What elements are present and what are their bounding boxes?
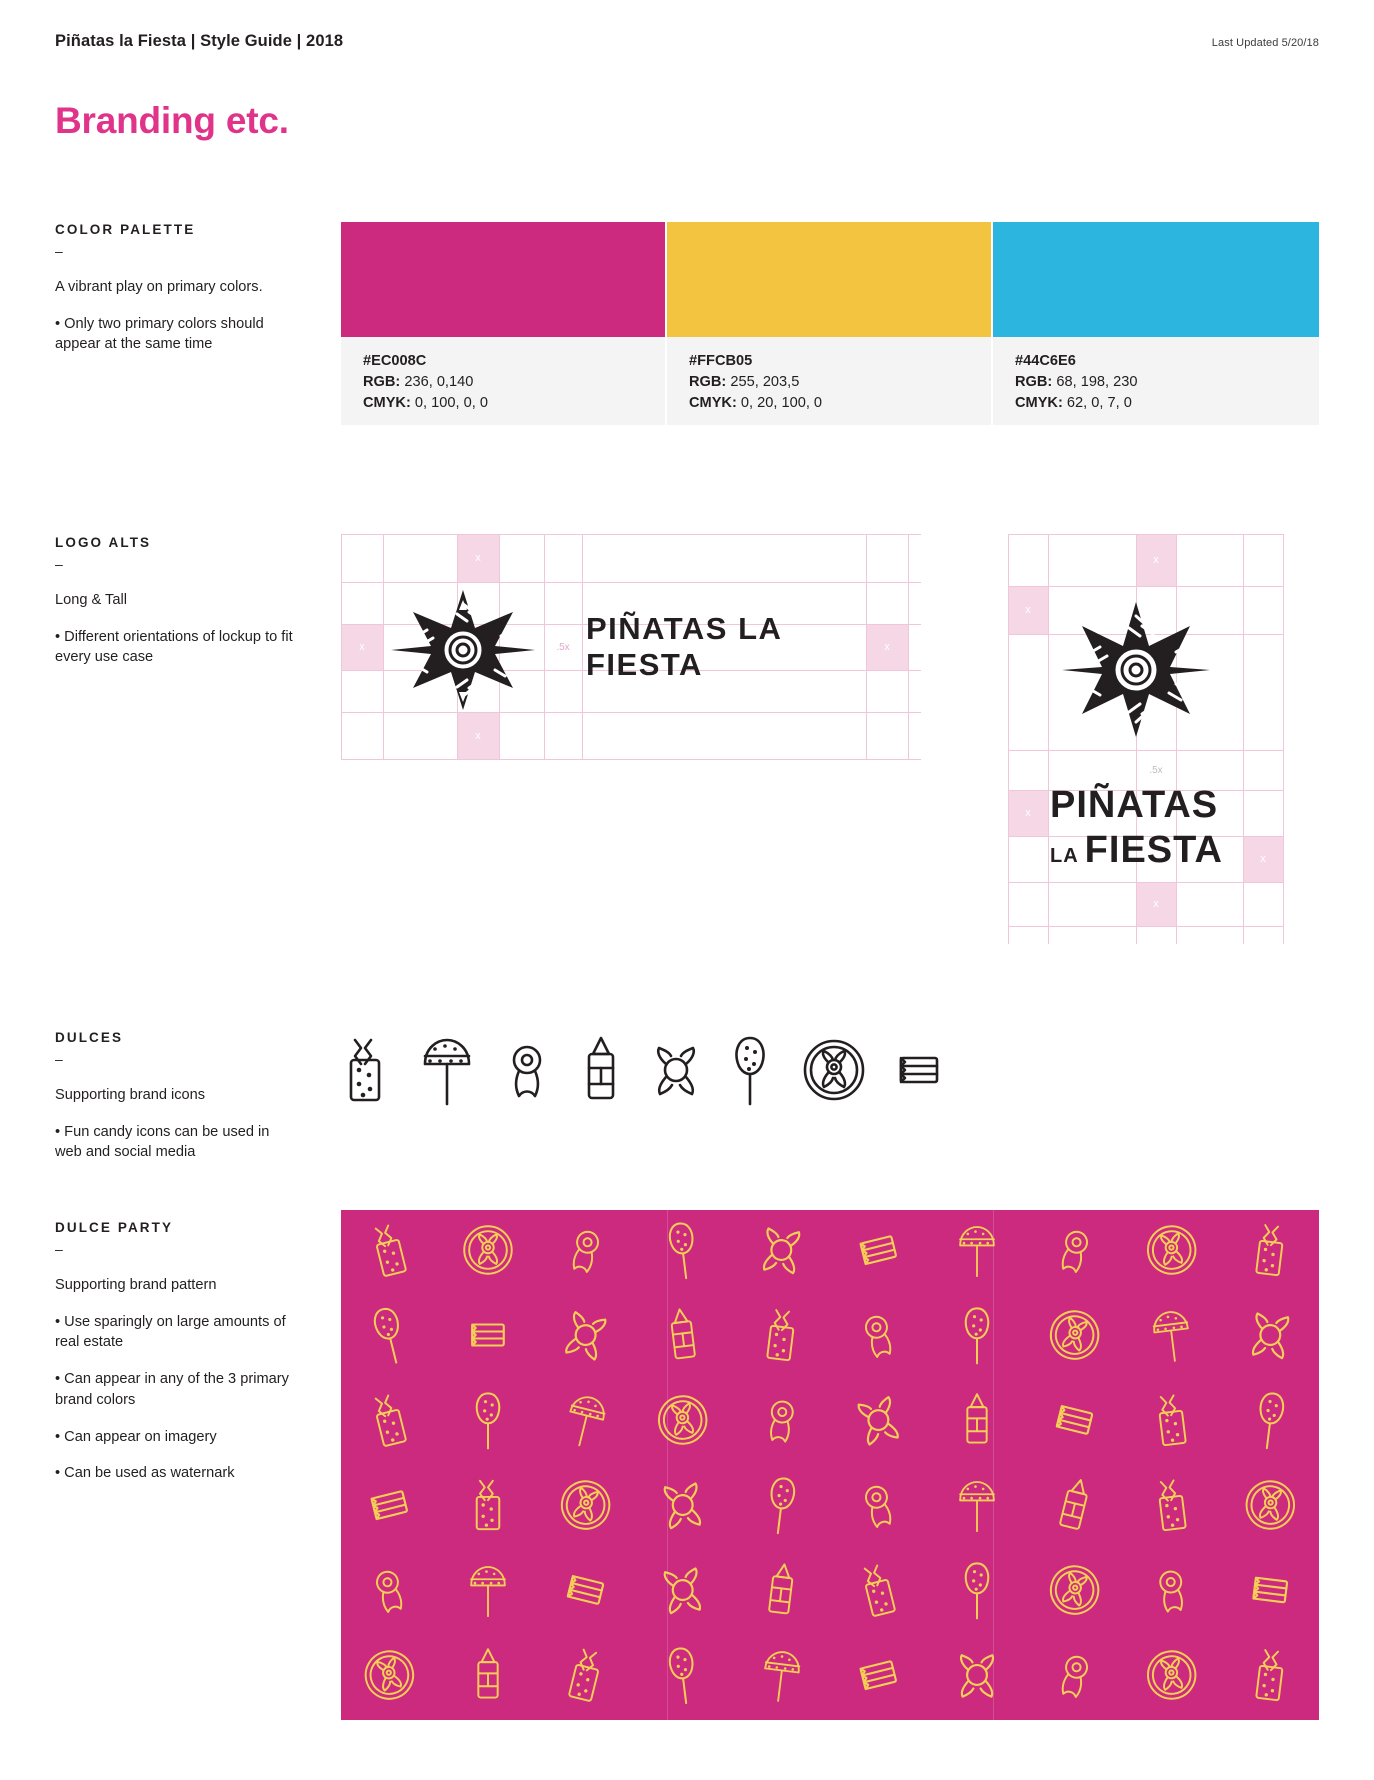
logo-alts-heading: LOGO ALTS <box>55 535 152 550</box>
candy-bag-icon <box>1149 1474 1196 1541</box>
swatch-yellow <box>667 222 993 425</box>
swatch-cmyk-label-yellow: CMYK: <box>689 395 737 412</box>
color-palette-dash: – <box>55 243 64 259</box>
header-title: Piñatas la Fiesta | Style Guide | 2018 <box>55 32 344 50</box>
swatch-cmyk-label-cyan: CMYK: <box>1015 395 1063 412</box>
star-logo-mark-tall <box>1056 594 1216 744</box>
swatch-cmyk-magenta: 0, 100, 0, 0 <box>414 395 488 412</box>
pattern-icon-grid <box>341 1210 1319 1720</box>
candy-bag-icon <box>363 1387 417 1458</box>
candy-bag-icon <box>1246 1219 1293 1286</box>
color-palette-text-block <box>55 222 305 355</box>
candy-badge-icon <box>552 1472 619 1542</box>
candy-bag-icon <box>1246 1644 1293 1711</box>
wafer-icon <box>467 1314 509 1361</box>
wafer-icon <box>559 1565 611 1621</box>
measure-cell-tall-left2: x <box>1008 790 1048 836</box>
candy-bag-icon <box>468 1476 508 1539</box>
lollipop-round-icon <box>757 1473 805 1542</box>
lollipop-round-icon <box>1246 1388 1294 1457</box>
logo-lockup-wide <box>341 534 921 760</box>
measure-cell-tall-bottom: x <box>1136 882 1176 926</box>
dulce-party-bullet-3: • Can be used as waternark <box>55 1465 235 1482</box>
swatch-hex-yellow: #FFCB05 <box>689 353 753 369</box>
swatch-rgb-cyan: 68, 198, 230 <box>1056 374 1138 391</box>
candy-bag-icon <box>341 1034 389 1106</box>
dulces-text-block <box>55 1030 305 1163</box>
logo-alts-dash: – <box>55 556 64 572</box>
measure-cell-tall-top: x <box>1136 534 1176 586</box>
candy-badge-icon <box>801 1037 867 1103</box>
candy-badge-icon <box>357 1642 424 1712</box>
color-palette-bullet: • Only two primary colors should appear at the same time <box>55 315 264 353</box>
swatch-rgb-label-magenta: RGB: <box>363 374 401 391</box>
lollipop-round-icon <box>957 1560 997 1625</box>
logo-alts-text-block <box>55 535 305 668</box>
star-logo-mark <box>383 584 543 714</box>
candy-cone-icon <box>468 1646 508 1709</box>
wrapped-candy-icon <box>1150 1559 1195 1626</box>
candy-bag-icon <box>757 1304 804 1371</box>
swatch-cmyk-yellow: 0, 20, 100, 0 <box>740 395 823 412</box>
bonbon-icon <box>558 1304 613 1371</box>
wordmark-tall-line1: PIÑATAS <box>1050 784 1219 826</box>
wafer-icon <box>895 1046 943 1094</box>
candy-bag-icon <box>1149 1389 1196 1456</box>
swatch-chip-magenta <box>341 222 667 337</box>
swatch-cmyk-cyan: 62, 0, 7, 0 <box>1066 395 1132 412</box>
bonbon-icon <box>1246 1306 1295 1370</box>
measure-cell-tall-left: x <box>1008 586 1048 634</box>
wafer-icon <box>853 1225 905 1281</box>
measure-cell-right: x <box>866 624 908 670</box>
dulce-party-bullet-0: • Use sparingly on large amounts of real estate <box>55 1313 286 1351</box>
swatch-hex-magenta: #EC008C <box>363 353 427 369</box>
wrapped-candy-icon <box>853 1302 905 1372</box>
wordmark-tall-line2 <box>1050 829 1223 871</box>
color-palette-swatches <box>341 222 1319 425</box>
lollipop-round-icon <box>468 1390 508 1455</box>
dulces-icon-row <box>341 1022 1021 1117</box>
dulces-heading: DULCES <box>55 1030 124 1045</box>
measure-cell-tall-half: .5x <box>1149 764 1163 776</box>
candy-cone-icon <box>1047 1472 1101 1543</box>
swatch-hex-cyan: #44C6E6 <box>1015 353 1076 369</box>
wrapped-candy-icon <box>505 1034 549 1106</box>
pattern-seam-2 <box>993 1210 994 1720</box>
wafer-icon <box>1246 1567 1293 1619</box>
swatch-rgb-magenta: 236, 0,140 <box>404 374 474 391</box>
lollipop-square-icon <box>1146 1303 1199 1371</box>
color-palette-description: A vibrant play on primary colors. <box>55 279 263 295</box>
dulce-party-dash: – <box>55 1241 64 1257</box>
lollipop-square-icon <box>556 1386 616 1458</box>
dulce-party-description: Supporting brand pattern <box>55 1277 217 1293</box>
dulce-party-heading: DULCE PARTY <box>55 1220 174 1235</box>
swatch-magenta <box>341 222 667 425</box>
bonbon-icon <box>851 1389 906 1456</box>
color-palette-heading: COLOR PALETTE <box>55 222 196 237</box>
wrapped-candy-icon <box>364 1557 416 1627</box>
measure-cell-bottom: x <box>457 712 499 760</box>
swatch-chip-cyan <box>993 222 1319 337</box>
wafer-icon <box>853 1650 905 1706</box>
pattern-seam-1 <box>667 1210 668 1720</box>
header-last-updated: Last Updated 5/20/18 <box>1211 37 1319 49</box>
wrapped-candy-icon <box>758 1389 803 1456</box>
dulces-bullet: • Fun candy icons can be used in web and social media <box>55 1123 270 1161</box>
candy-cone-icon <box>957 1391 997 1454</box>
dulce-party-pattern <box>341 1210 1319 1720</box>
measure-cell-left: x <box>341 624 383 670</box>
wrapped-candy-icon <box>559 1217 611 1287</box>
swatch-rgb-label-yellow: RGB: <box>689 374 727 391</box>
candy-badge-icon <box>1240 1475 1301 1540</box>
bonbon-icon <box>653 1040 699 1100</box>
bonbon-icon <box>757 1221 806 1285</box>
candy-badge-icon <box>461 1223 515 1282</box>
dulce-party-bullet-1: • Can appear in any of the 3 primary brand colors <box>55 1371 289 1408</box>
wafer-icon <box>364 1480 416 1536</box>
lollipop-square-icon <box>417 1034 477 1106</box>
logo-alts-bullet: • Different orientations of lockup to fit every use case <box>55 628 293 666</box>
wrapped-candy-icon <box>853 1472 905 1542</box>
swatch-chip-yellow <box>667 222 993 337</box>
wordmark-tall-la: LA <box>1050 845 1079 868</box>
dulce-party-text-block <box>55 1220 305 1484</box>
dulce-party-bullet-2: • Can appear on imagery <box>55 1428 217 1445</box>
swatch-rgb-label-cyan: RGB: <box>1015 374 1053 391</box>
wrapped-candy-icon <box>1048 1217 1100 1287</box>
swatch-cyan <box>993 222 1319 425</box>
dulces-description: Supporting brand icons <box>55 1087 206 1103</box>
candy-bag-icon <box>558 1642 612 1713</box>
logo-alts-description: Long & Tall <box>55 592 127 608</box>
measure-cell-tall-right: x <box>1243 836 1283 882</box>
measure-cell-top: x <box>457 534 499 582</box>
measure-cell-half: .5x <box>556 641 570 653</box>
candy-badge-icon <box>1041 1302 1108 1372</box>
candy-badge-icon <box>1142 1645 1203 1710</box>
swatch-info-magenta <box>341 337 667 425</box>
lollipop-round-icon <box>727 1034 773 1106</box>
page-title: Branding etc. <box>55 100 289 141</box>
lollipop-round-icon <box>363 1301 418 1374</box>
lollipop-square-icon <box>465 1561 511 1624</box>
swatch-cmyk-label-magenta: CMYK: <box>363 395 411 412</box>
candy-badge-icon <box>1142 1220 1203 1285</box>
candy-cone-icon <box>577 1034 625 1106</box>
swatch-info-cyan <box>993 337 1319 425</box>
wordmark-wide: PIÑATAS LA FIESTA <box>586 611 782 682</box>
lollipop-square-icon <box>754 1643 807 1711</box>
swatch-rgb-yellow: 255, 203,5 <box>730 374 800 391</box>
candy-badge-icon <box>1041 1557 1108 1627</box>
lollipop-round-icon <box>957 1305 997 1370</box>
wafer-icon <box>1048 1395 1100 1451</box>
logo-lockup-tall <box>1008 534 1283 944</box>
candy-badge-icon <box>653 1390 714 1455</box>
swatch-info-yellow <box>667 337 993 425</box>
candy-cone-icon <box>757 1559 804 1626</box>
wordmark-tall-fiesta: FIESTA <box>1084 829 1223 871</box>
dulces-dash: – <box>55 1051 64 1067</box>
bonbon-icon <box>956 1648 998 1707</box>
candy-bag-icon <box>363 1217 417 1288</box>
candy-bag-icon <box>852 1557 906 1628</box>
wrapped-candy-icon <box>1048 1642 1100 1712</box>
page-header <box>55 32 1319 51</box>
